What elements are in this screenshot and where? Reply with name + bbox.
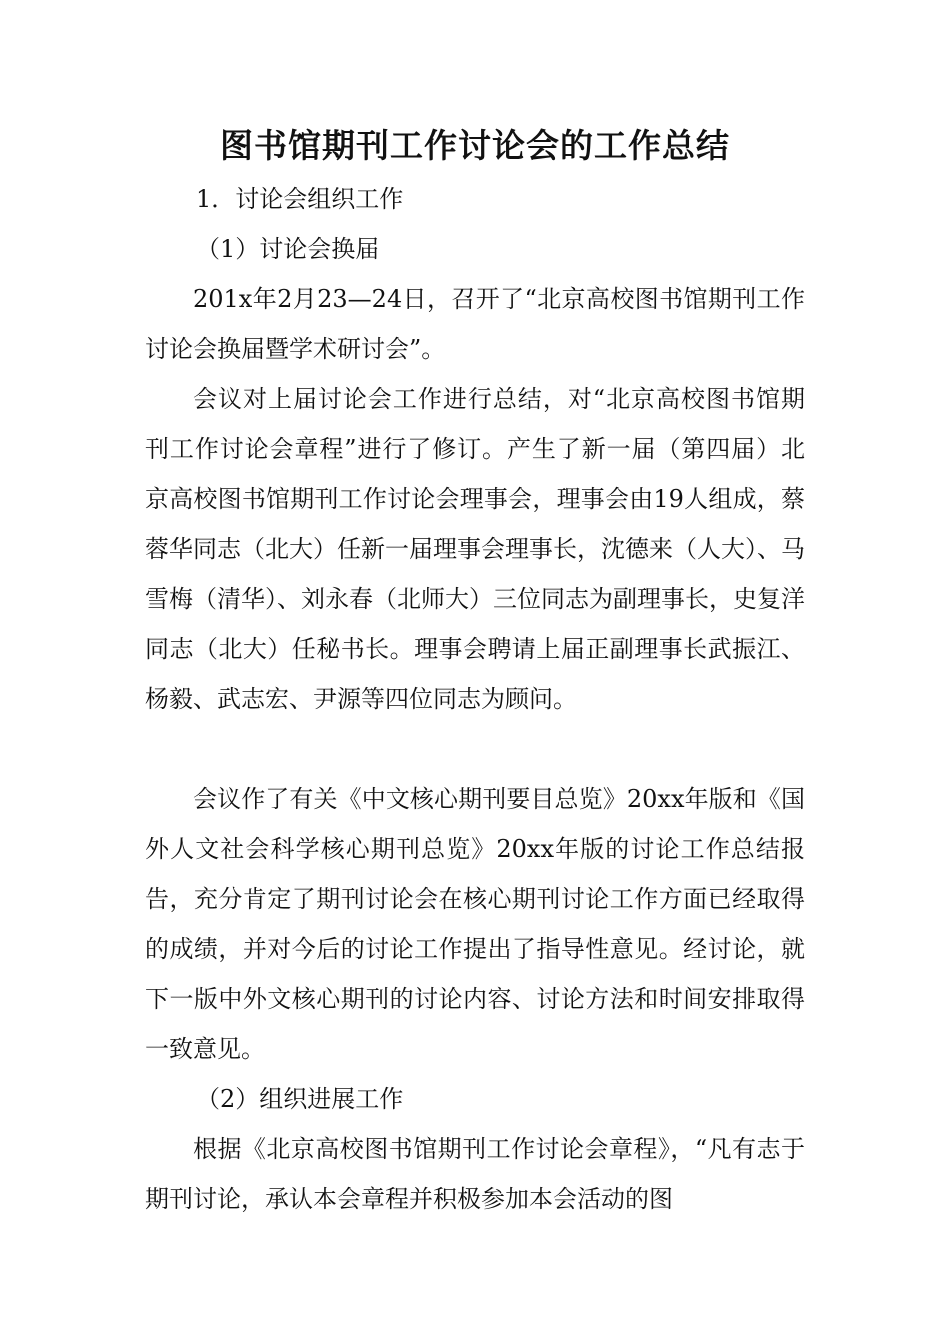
- paragraph-4: 根据《北京高校图书馆期刊工作讨论会章程》，“凡有志于期刊讨论，承认本会章程并积极参加本会活动的图: [145, 1135, 805, 1213]
- paragraph-3: 会议作了有关《中文核心期刊要目总览》20xx年版和《国外人文社会科学核心期刊总览》20xx年版的讨论工作总结报告，充分肯定了期刊讨论会在核心期刊讨论工作方面已经取得的成绩，并对今后的讨论工作提出了指导性意见。经讨论，就下一版中外文核心期刊的讨论内容、讨论方法和时间安排取得一致意见。: [145, 785, 805, 1063]
- subsection-heading-2: （2）组织进展工作: [196, 1085, 404, 1113]
- document-title: 图书馆期刊工作讨论会的工作总结: [220, 126, 730, 165]
- subsection-heading-1: （1）讨论会换届: [196, 235, 380, 263]
- paragraph-1: 201x年2月23—24日，召开了“北京高校图书馆期刊工作讨论会换届暨学术研讨会”。: [145, 285, 805, 363]
- paragraph-2: 会议对上届讨论会工作进行总结，对“北京高校图书馆期刊工作讨论会章程”进行了修订。产生了新一届（第四届）北京高校图书馆期刊工作讨论会理事会，理事会由19人组成，蔡蓉华同志（北大）任新一届理事会理事长，沈德来（人大）、马雪梅（清华）、刘永春（北师大）三位同志为副理事长，史复洋同志（北大）任秘书长。理事会聘请上届正副理事长武振江、杨毅、武志宏、尹源等四位同志为顾问。: [145, 385, 805, 713]
- section-heading-1: 1．讨论会组织工作: [196, 185, 404, 213]
